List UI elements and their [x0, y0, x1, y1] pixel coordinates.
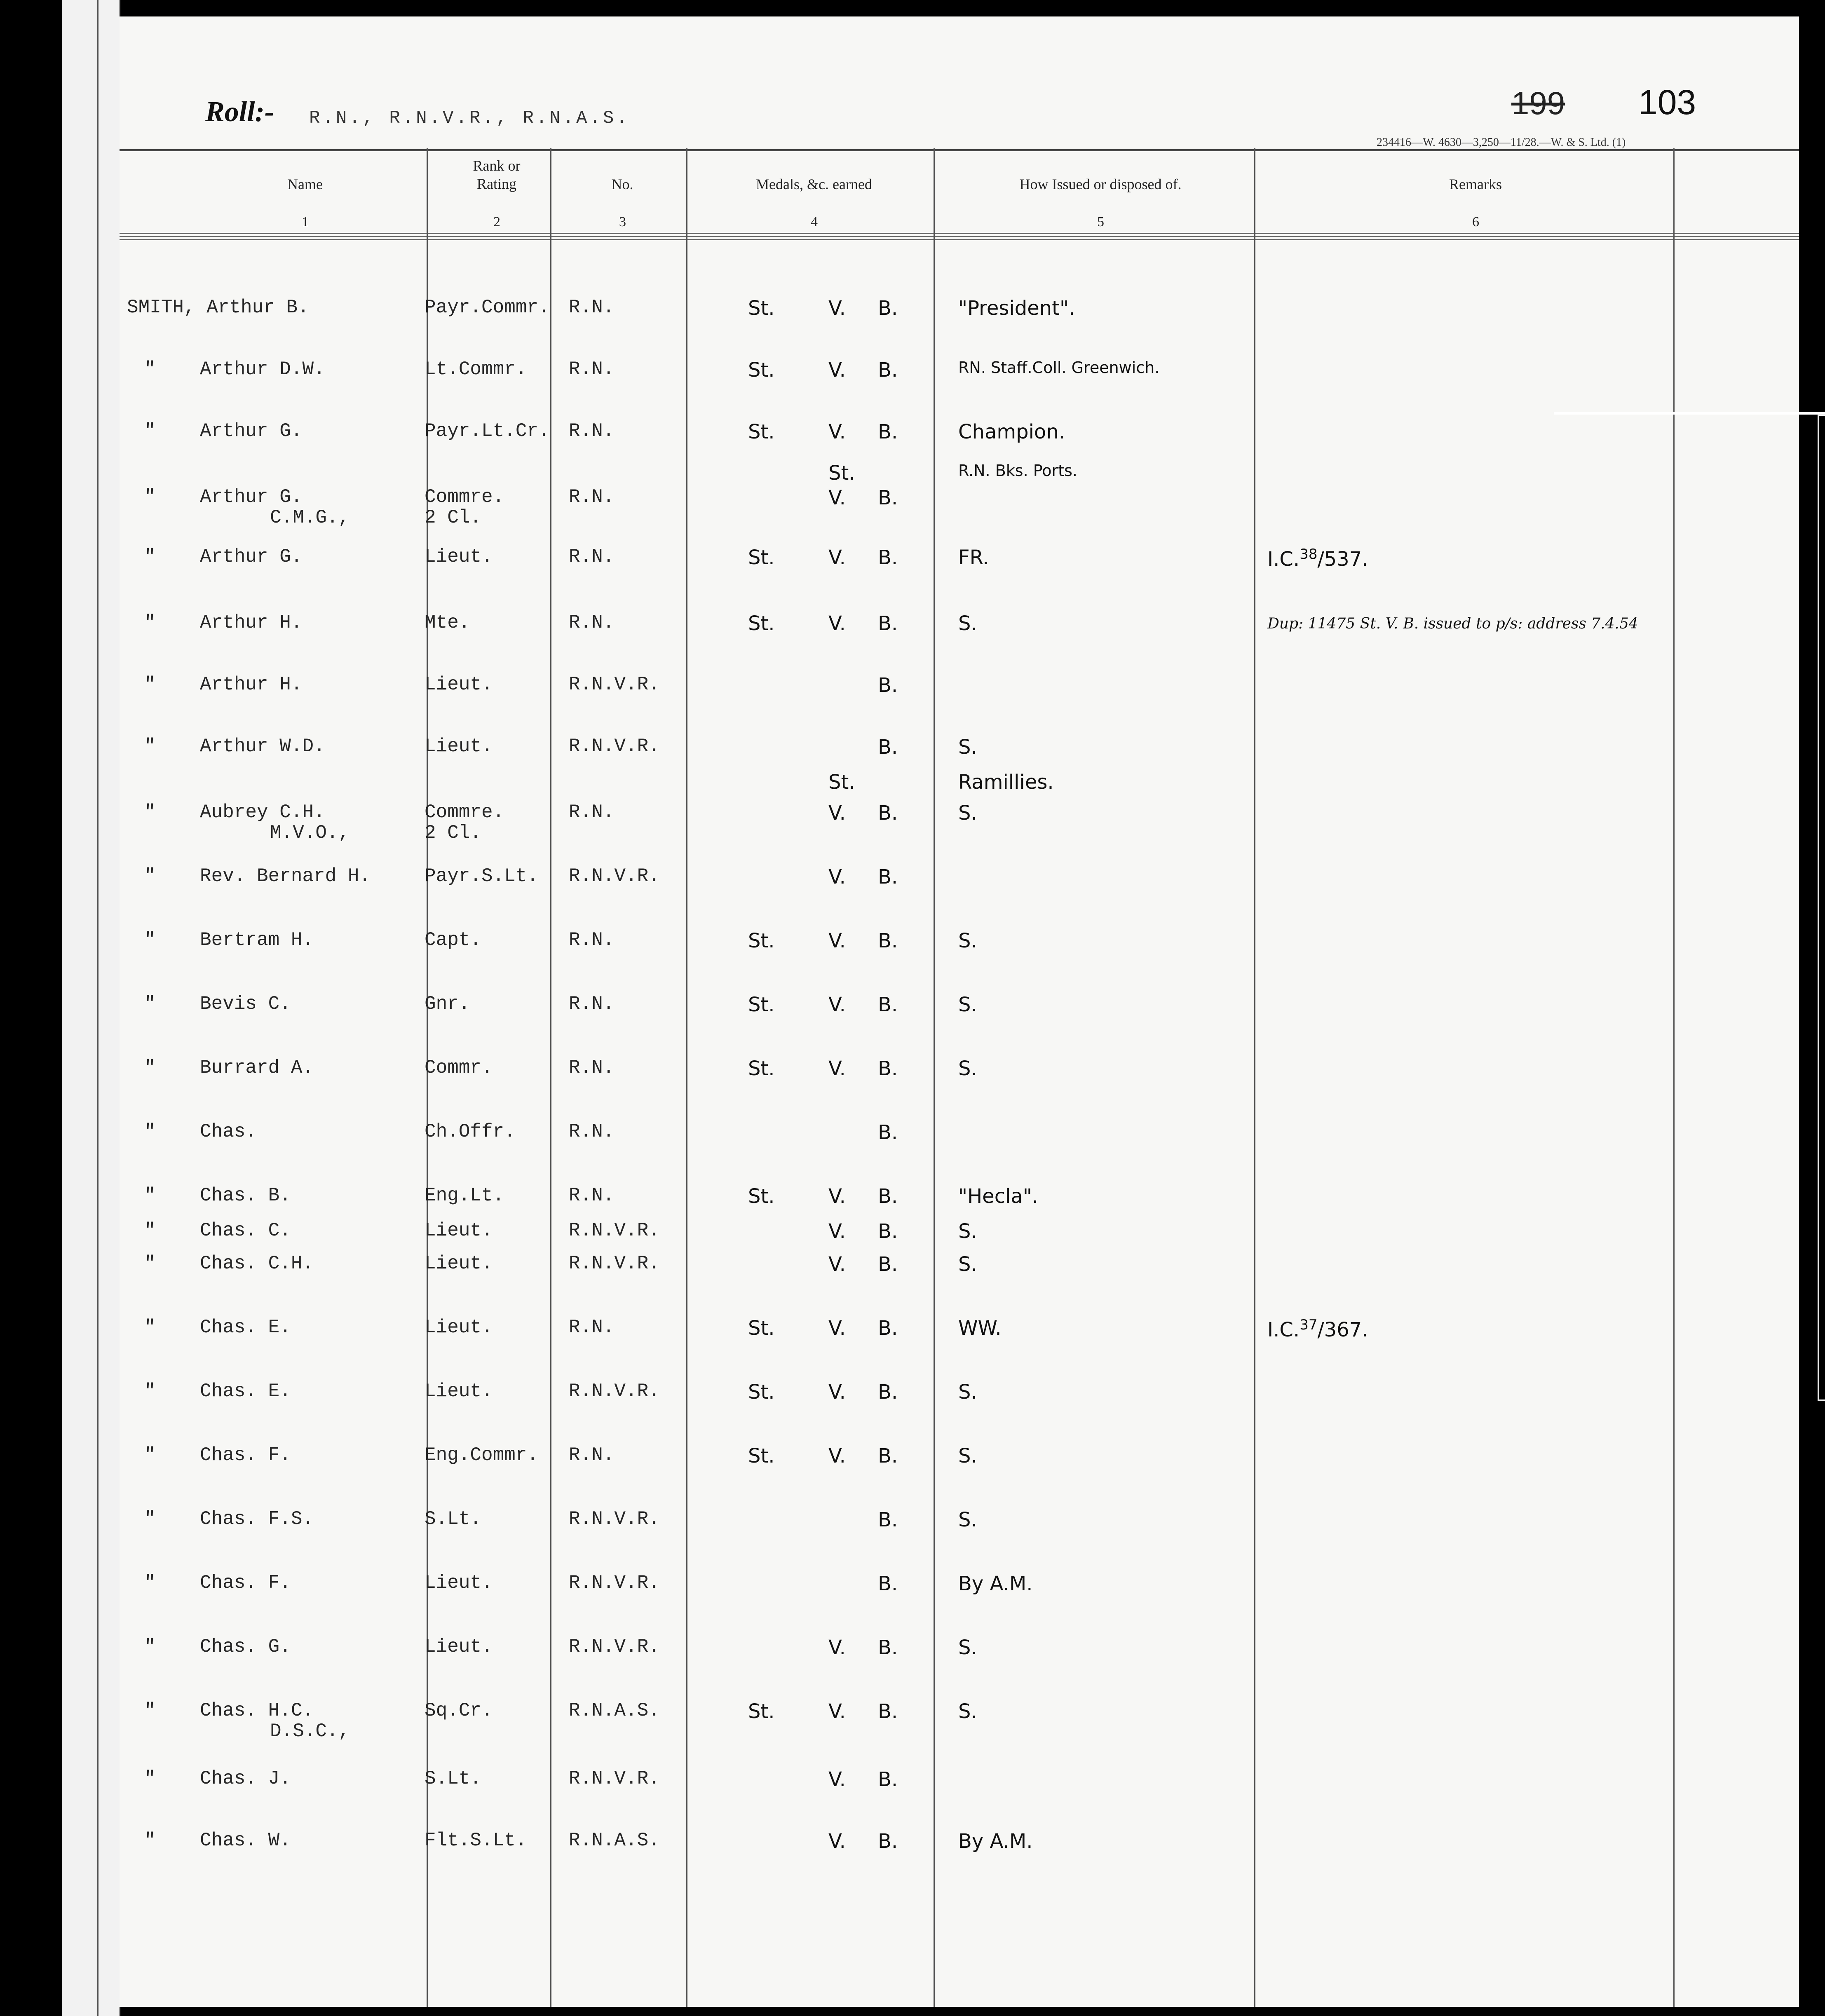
how-issued: S. — [958, 1253, 977, 1276]
entry-number: R.N. — [569, 297, 615, 318]
medal-british: B. — [878, 297, 898, 320]
column-divider — [934, 148, 935, 2007]
header-rule-1 — [120, 233, 1799, 234]
how-issued: RN. Staff.Coll. Greenwich. — [958, 359, 1160, 377]
medal-victory: V. — [828, 1317, 846, 1340]
medal-victory: V. — [828, 802, 846, 825]
how-issued: S. — [958, 993, 977, 1016]
entry-name: Chas. C. — [200, 1220, 291, 1241]
entry-name: Aubrey C.H. — [200, 802, 325, 823]
left-page-edge — [62, 0, 121, 2016]
medal-victory: V. — [828, 1700, 846, 1723]
entry-honour: M.V.O., — [270, 822, 350, 844]
medal-victory: V. — [828, 865, 846, 888]
entry-rank: Lieut. — [425, 546, 493, 567]
entry-name: Chas. H.C. — [200, 1700, 314, 1721]
entry-number: R.N.A.S. — [569, 1700, 660, 1721]
medal-victory: V. — [828, 1185, 846, 1208]
ditto-mark: " — [144, 359, 156, 380]
medal-british: B. — [878, 1381, 898, 1404]
ditto-mark: " — [144, 1381, 156, 1402]
medal-star: St. — [748, 546, 775, 569]
entry-number: R.N.V.R. — [569, 1381, 660, 1402]
how-issued: S. — [958, 1444, 977, 1467]
remark: Dup: 11475 St. V. B. issued to p/s: address 7.4.54 — [1267, 615, 1638, 632]
column-header-number: 2 — [493, 214, 500, 230]
medal-british: B. — [878, 1057, 898, 1080]
right-edge-mark — [1818, 414, 1825, 1401]
entry-rank: Lieut. — [425, 674, 493, 695]
entry-rank: Sq.Cr. — [425, 1700, 493, 1721]
entry-rank: Commr. — [425, 1057, 493, 1078]
medal-victory: V. — [828, 1830, 846, 1853]
entry-number: R.N.V.R. — [569, 1253, 660, 1274]
medal-british: B. — [878, 486, 898, 509]
medal-victory: V. — [828, 1768, 846, 1791]
ditto-mark: " — [144, 802, 156, 823]
entry-name: Chas. B. — [200, 1185, 291, 1206]
medal-star: St. — [748, 929, 775, 952]
ditto-mark: " — [144, 1057, 156, 1078]
entry-name: Chas. G. — [200, 1636, 291, 1657]
entry-name: Arthur H. — [200, 612, 303, 633]
entry-name: Bevis C. — [200, 993, 291, 1015]
medal-british: B. — [878, 420, 898, 443]
column-header-title: Name — [287, 176, 323, 192]
entry-name: Burrard A. — [200, 1057, 314, 1078]
entry-name: Arthur G. — [200, 486, 303, 508]
entry-honour: C.M.G., — [270, 507, 350, 528]
medal-british: B. — [878, 1444, 898, 1467]
ditto-mark: " — [144, 1830, 156, 1851]
entry-rank: Capt. — [425, 929, 482, 951]
medal-british: B. — [878, 1121, 898, 1144]
entry-rank-class: 2 Cl. — [425, 507, 482, 528]
entry-rank: Payr.S.Lt. — [425, 865, 539, 887]
medal-star: St. — [748, 420, 775, 443]
right-edge-line — [1554, 412, 1825, 415]
medal-star: St. — [748, 612, 775, 635]
column-header-number: 4 — [811, 214, 818, 230]
medal-victory: V. — [828, 612, 846, 635]
entry-rank: Mte. — [425, 612, 470, 633]
how-issued: S. — [958, 1636, 977, 1659]
entry-name: Chas. W. — [200, 1830, 291, 1851]
entry-name: Chas. C.H. — [200, 1253, 314, 1274]
entry-rank: Lieut. — [425, 1220, 493, 1241]
entry-number: R.N.V.R. — [569, 1508, 660, 1530]
ditto-mark: " — [144, 1185, 156, 1206]
entry-rank: Eng.Commr. — [425, 1444, 539, 1466]
how-issued: "Hecla". — [958, 1185, 1039, 1208]
entry-number: R.N. — [569, 1444, 615, 1466]
ditto-mark: " — [144, 1572, 156, 1594]
medal-victory: V. — [828, 486, 846, 509]
how-issued: FR. — [958, 546, 989, 569]
entry-rank: Payr.Commr. — [425, 297, 550, 318]
remark: I.C.$^{38}$/537. — [1267, 546, 1368, 571]
medal-victory: V. — [828, 359, 846, 382]
entry-number: R.N. — [569, 1317, 615, 1338]
entry-number: R.N. — [569, 1057, 615, 1078]
medal-star: St. — [748, 1700, 775, 1723]
medal-british: B. — [878, 736, 898, 759]
medal-victory: V. — [828, 1057, 846, 1080]
medal-british: B. — [878, 1317, 898, 1340]
how-issued: S. — [958, 1057, 977, 1080]
entry-rank: S.Lt. — [425, 1768, 482, 1789]
column-divider — [1254, 148, 1255, 2007]
remark: I.C.$^{37}$/367. — [1267, 1317, 1368, 1341]
entry-number: R.N. — [569, 420, 615, 442]
entry-number: R.N.V.R. — [569, 1636, 660, 1657]
entry-rank: Ch.Offr. — [425, 1121, 516, 1142]
ditto-mark: " — [144, 1768, 156, 1789]
medal-star: St. — [748, 993, 775, 1016]
ditto-mark: " — [144, 1636, 156, 1657]
column-divider — [550, 148, 551, 2007]
entry-name: Rev. Bernard H. — [200, 865, 371, 887]
entry-number: R.N.V.R. — [569, 1220, 660, 1241]
ditto-mark: " — [144, 993, 156, 1015]
medal-star: St. — [748, 1185, 775, 1208]
ditto-mark: " — [144, 1121, 156, 1142]
entry-number: R.N.V.R. — [569, 1768, 660, 1789]
ditto-mark: " — [144, 865, 156, 887]
medal-british: B. — [878, 1253, 898, 1276]
entry-rank: Payr.Lt.Cr. — [425, 420, 550, 442]
medal-british: B. — [878, 359, 898, 382]
how-issued: S. — [958, 1220, 977, 1243]
column-header-number: 5 — [1097, 214, 1104, 230]
page-number: 103 — [1638, 83, 1696, 122]
entry-number: R.N. — [569, 1121, 615, 1142]
ditto-mark: " — [144, 1220, 156, 1241]
column-header-title: Medals, &c. earned — [756, 176, 872, 192]
ditto-mark: " — [144, 612, 156, 633]
medal-star: St. — [748, 359, 775, 382]
ditto-mark: " — [144, 486, 156, 508]
entry-rank: Commre. — [425, 802, 504, 823]
entry-number: R.N.V.R. — [569, 865, 660, 887]
ditto-mark: " — [144, 546, 156, 567]
entry-rank: Eng.Lt. — [425, 1185, 504, 1206]
how-issued: WW. — [958, 1317, 1002, 1340]
entry-name: Arthur G. — [200, 546, 303, 567]
medal-victory: V. — [828, 1636, 846, 1659]
entry-rank: Lieut. — [425, 736, 493, 757]
how-issued: Ramillies. — [958, 771, 1054, 794]
column-header-number: 3 — [619, 214, 626, 230]
how-issued: S. — [958, 736, 977, 759]
medal-british: B. — [878, 802, 898, 825]
entry-number: R.N. — [569, 993, 615, 1015]
ditto-mark: " — [144, 1253, 156, 1274]
column-header-title: How Issued or disposed of. — [1019, 176, 1182, 192]
entry-number: R.N. — [569, 359, 615, 380]
medal-british: B. — [878, 612, 898, 635]
entry-number: R.N.V.R. — [569, 674, 660, 695]
column-header-title: Rank or Rating — [473, 157, 521, 192]
medal-victory: V. — [828, 993, 846, 1016]
medal-british: B. — [878, 865, 898, 888]
medal-british: B. — [878, 1508, 898, 1531]
medal-star: St. — [748, 297, 775, 320]
medal-victory: V. — [828, 1444, 846, 1467]
medal-victory: V. — [828, 420, 846, 443]
medal-british: B. — [878, 1830, 898, 1853]
medal-british: B. — [878, 1700, 898, 1723]
medal-star: St. — [748, 1381, 775, 1404]
entry-name: Arthur H. — [200, 674, 303, 695]
ditto-mark: " — [144, 1700, 156, 1721]
entry-name: Arthur W.D. — [200, 736, 325, 757]
header-rule-2 — [120, 236, 1799, 237]
entry-number: R.N. — [569, 486, 615, 508]
entry-name: Arthur G. — [200, 420, 303, 442]
ditto-mark: " — [144, 674, 156, 695]
entry-rank: Lieut. — [425, 1253, 493, 1274]
top-rule — [120, 149, 1799, 151]
entry-name: Chas. F. — [200, 1572, 291, 1594]
column-header-number: 6 — [1472, 214, 1479, 230]
ditto-mark: " — [144, 1508, 156, 1530]
entry-rank-class: 2 Cl. — [425, 822, 482, 844]
old-page-number: 199 — [1511, 85, 1565, 121]
medal-british: B. — [878, 1768, 898, 1791]
ditto-mark: " — [144, 420, 156, 442]
how-issued: S. — [958, 802, 977, 825]
medal-british: B. — [878, 993, 898, 1016]
medal-star: St. — [828, 462, 855, 485]
entry-rank: Lieut. — [425, 1572, 493, 1594]
entry-rank: Lieut. — [425, 1317, 493, 1338]
entry-number: R.N. — [569, 1185, 615, 1206]
how-issued: S. — [958, 1508, 977, 1531]
medal-british: B. — [878, 1185, 898, 1208]
medal-british: B. — [878, 1220, 898, 1243]
header-rule-3 — [120, 239, 1799, 240]
medal-victory: V. — [828, 929, 846, 952]
how-issued: S. — [958, 612, 977, 635]
entry-name: Chas. F. — [200, 1444, 291, 1466]
medal-star: St. — [828, 771, 855, 794]
medal-british: B. — [878, 1636, 898, 1659]
how-issued: By A.M. — [958, 1572, 1033, 1595]
entry-rank: Lt.Commr. — [425, 359, 527, 380]
medal-british: B. — [878, 929, 898, 952]
printer-note: 234416—W. 4630—3,250—11/28.—W. & S. Ltd. (1) — [1377, 136, 1626, 149]
entry-rank: Lieut. — [425, 1636, 493, 1657]
medal-star: St. — [748, 1317, 775, 1340]
entry-name: Chas. E. — [200, 1381, 291, 1402]
ditto-mark: " — [144, 736, 156, 757]
how-issued: Champion. — [958, 420, 1065, 443]
column-header-title: No. — [611, 176, 633, 192]
column-header-number: 1 — [302, 214, 309, 230]
entry-rank: Flt.S.Lt. — [425, 1830, 527, 1851]
entry-number: R.N. — [569, 802, 615, 823]
how-issued: R.N. Bks. Ports. — [958, 462, 1077, 480]
entry-number: R.N.V.R. — [569, 736, 660, 757]
medal-victory: V. — [828, 546, 846, 569]
entry-rank: Lieut. — [425, 1381, 493, 1402]
ditto-mark: " — [144, 1444, 156, 1466]
entry-number: R.N. — [569, 546, 615, 567]
entry-name: Arthur D.W. — [200, 359, 325, 380]
medal-star: St. — [748, 1057, 775, 1080]
roll-types: R.N., R.N.V.R., R.N.A.S. — [309, 108, 630, 129]
entry-rank: Gnr. — [425, 993, 470, 1015]
entry-number: R.N.A.S. — [569, 1830, 660, 1851]
entry-honour: D.S.C., — [270, 1721, 350, 1742]
entry-name: SMITH, Arthur B. — [127, 297, 309, 318]
entry-name: Chas. E. — [200, 1317, 291, 1338]
how-issued: S. — [958, 929, 977, 952]
medal-british: B. — [878, 546, 898, 569]
medal-victory: V. — [828, 1253, 846, 1276]
medal-british: B. — [878, 674, 898, 697]
entry-name: Chas. F.S. — [200, 1508, 314, 1530]
medal-victory: V. — [828, 297, 846, 320]
how-issued: S. — [958, 1381, 977, 1404]
entry-rank: Commre. — [425, 486, 504, 508]
ditto-mark: " — [144, 929, 156, 951]
how-issued: S. — [958, 1700, 977, 1723]
medal-victory: V. — [828, 1220, 846, 1243]
entry-number: R.N. — [569, 612, 615, 633]
roll-label: Roll:- — [205, 96, 274, 128]
entry-name: Chas. — [200, 1121, 257, 1142]
column-divider — [1673, 148, 1675, 2007]
entry-name: Bertram H. — [200, 929, 314, 951]
roll-page — [120, 16, 1799, 2007]
column-divider — [686, 148, 687, 2007]
medal-british: B. — [878, 1572, 898, 1595]
entry-number: R.N. — [569, 929, 615, 951]
entry-rank: S.Lt. — [425, 1508, 482, 1530]
entry-name: Chas. J. — [200, 1768, 291, 1789]
how-issued: "President". — [958, 297, 1075, 320]
entry-number: R.N.V.R. — [569, 1572, 660, 1594]
column-header-title: Remarks — [1449, 176, 1502, 192]
medal-star: St. — [748, 1444, 775, 1467]
how-issued: By A.M. — [958, 1830, 1033, 1853]
ditto-mark: " — [144, 1317, 156, 1338]
medal-victory: V. — [828, 1381, 846, 1404]
